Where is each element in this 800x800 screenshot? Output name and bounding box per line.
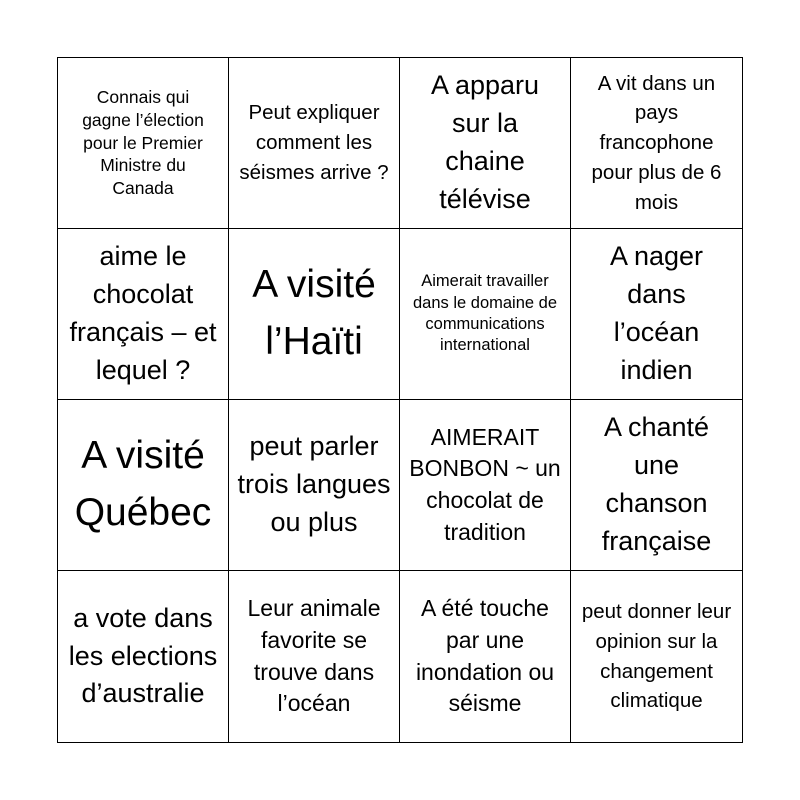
cell-text: A été touche par une inondation ou séisme [415,595,555,717]
bingo-cell[interactable] [571,58,742,229]
bingo-cell[interactable] [571,571,742,742]
bingo-cell[interactable] [58,58,229,229]
cell-text: A chanté une chanson française [601,412,712,556]
cell-text: Leur animale favorite se trouve dans l’océan [247,595,381,717]
cell-text: Connais qui gagne l’élection pour le Premier Ministre du Canada [82,87,204,199]
bingo-cell[interactable] [400,571,571,742]
bingo-cell[interactable] [58,229,229,400]
bingo-cell[interactable] [571,400,742,571]
cell-text: Aimerait travailler dans le domaine de communications international [412,272,558,355]
cell-text: A nager dans l’océan indien [609,241,704,385]
cell-text: aime le chocolat français – et lequel ? [69,241,217,385]
bingo-cell[interactable] [571,229,742,400]
cell-text: peut parler trois langues ou plus [237,431,391,537]
cell-text: A visité l’Haïti [252,263,376,363]
bingo-cell[interactable] [229,571,400,742]
bingo-cell[interactable] [400,229,571,400]
cell-text: a vote dans les elections d’australie [68,602,218,709]
bingo-cell[interactable] [400,58,571,229]
bingo-cell[interactable] [229,229,400,400]
cell-text: A visité Québec [74,434,212,534]
cell-text: AIMERAIT BONBON ~ un chocolat de tradition [409,423,561,545]
bingo-cell[interactable] [400,400,571,571]
cell-text: A apparu sur la chaine télévise [430,70,540,214]
bingo-cell[interactable] [58,400,229,571]
bingo-board [57,57,743,743]
cell-text: peut donner leur opinion sur la changement climatique [581,600,732,713]
bingo-cell[interactable] [229,400,400,571]
cell-text: A vit dans un pays francophone pour plus de 6 mois [591,71,722,214]
cell-text: Peut expliquer comment les séismes arrive ? [239,101,389,184]
bingo-cell[interactable] [229,58,400,229]
bingo-cell[interactable] [58,571,229,742]
